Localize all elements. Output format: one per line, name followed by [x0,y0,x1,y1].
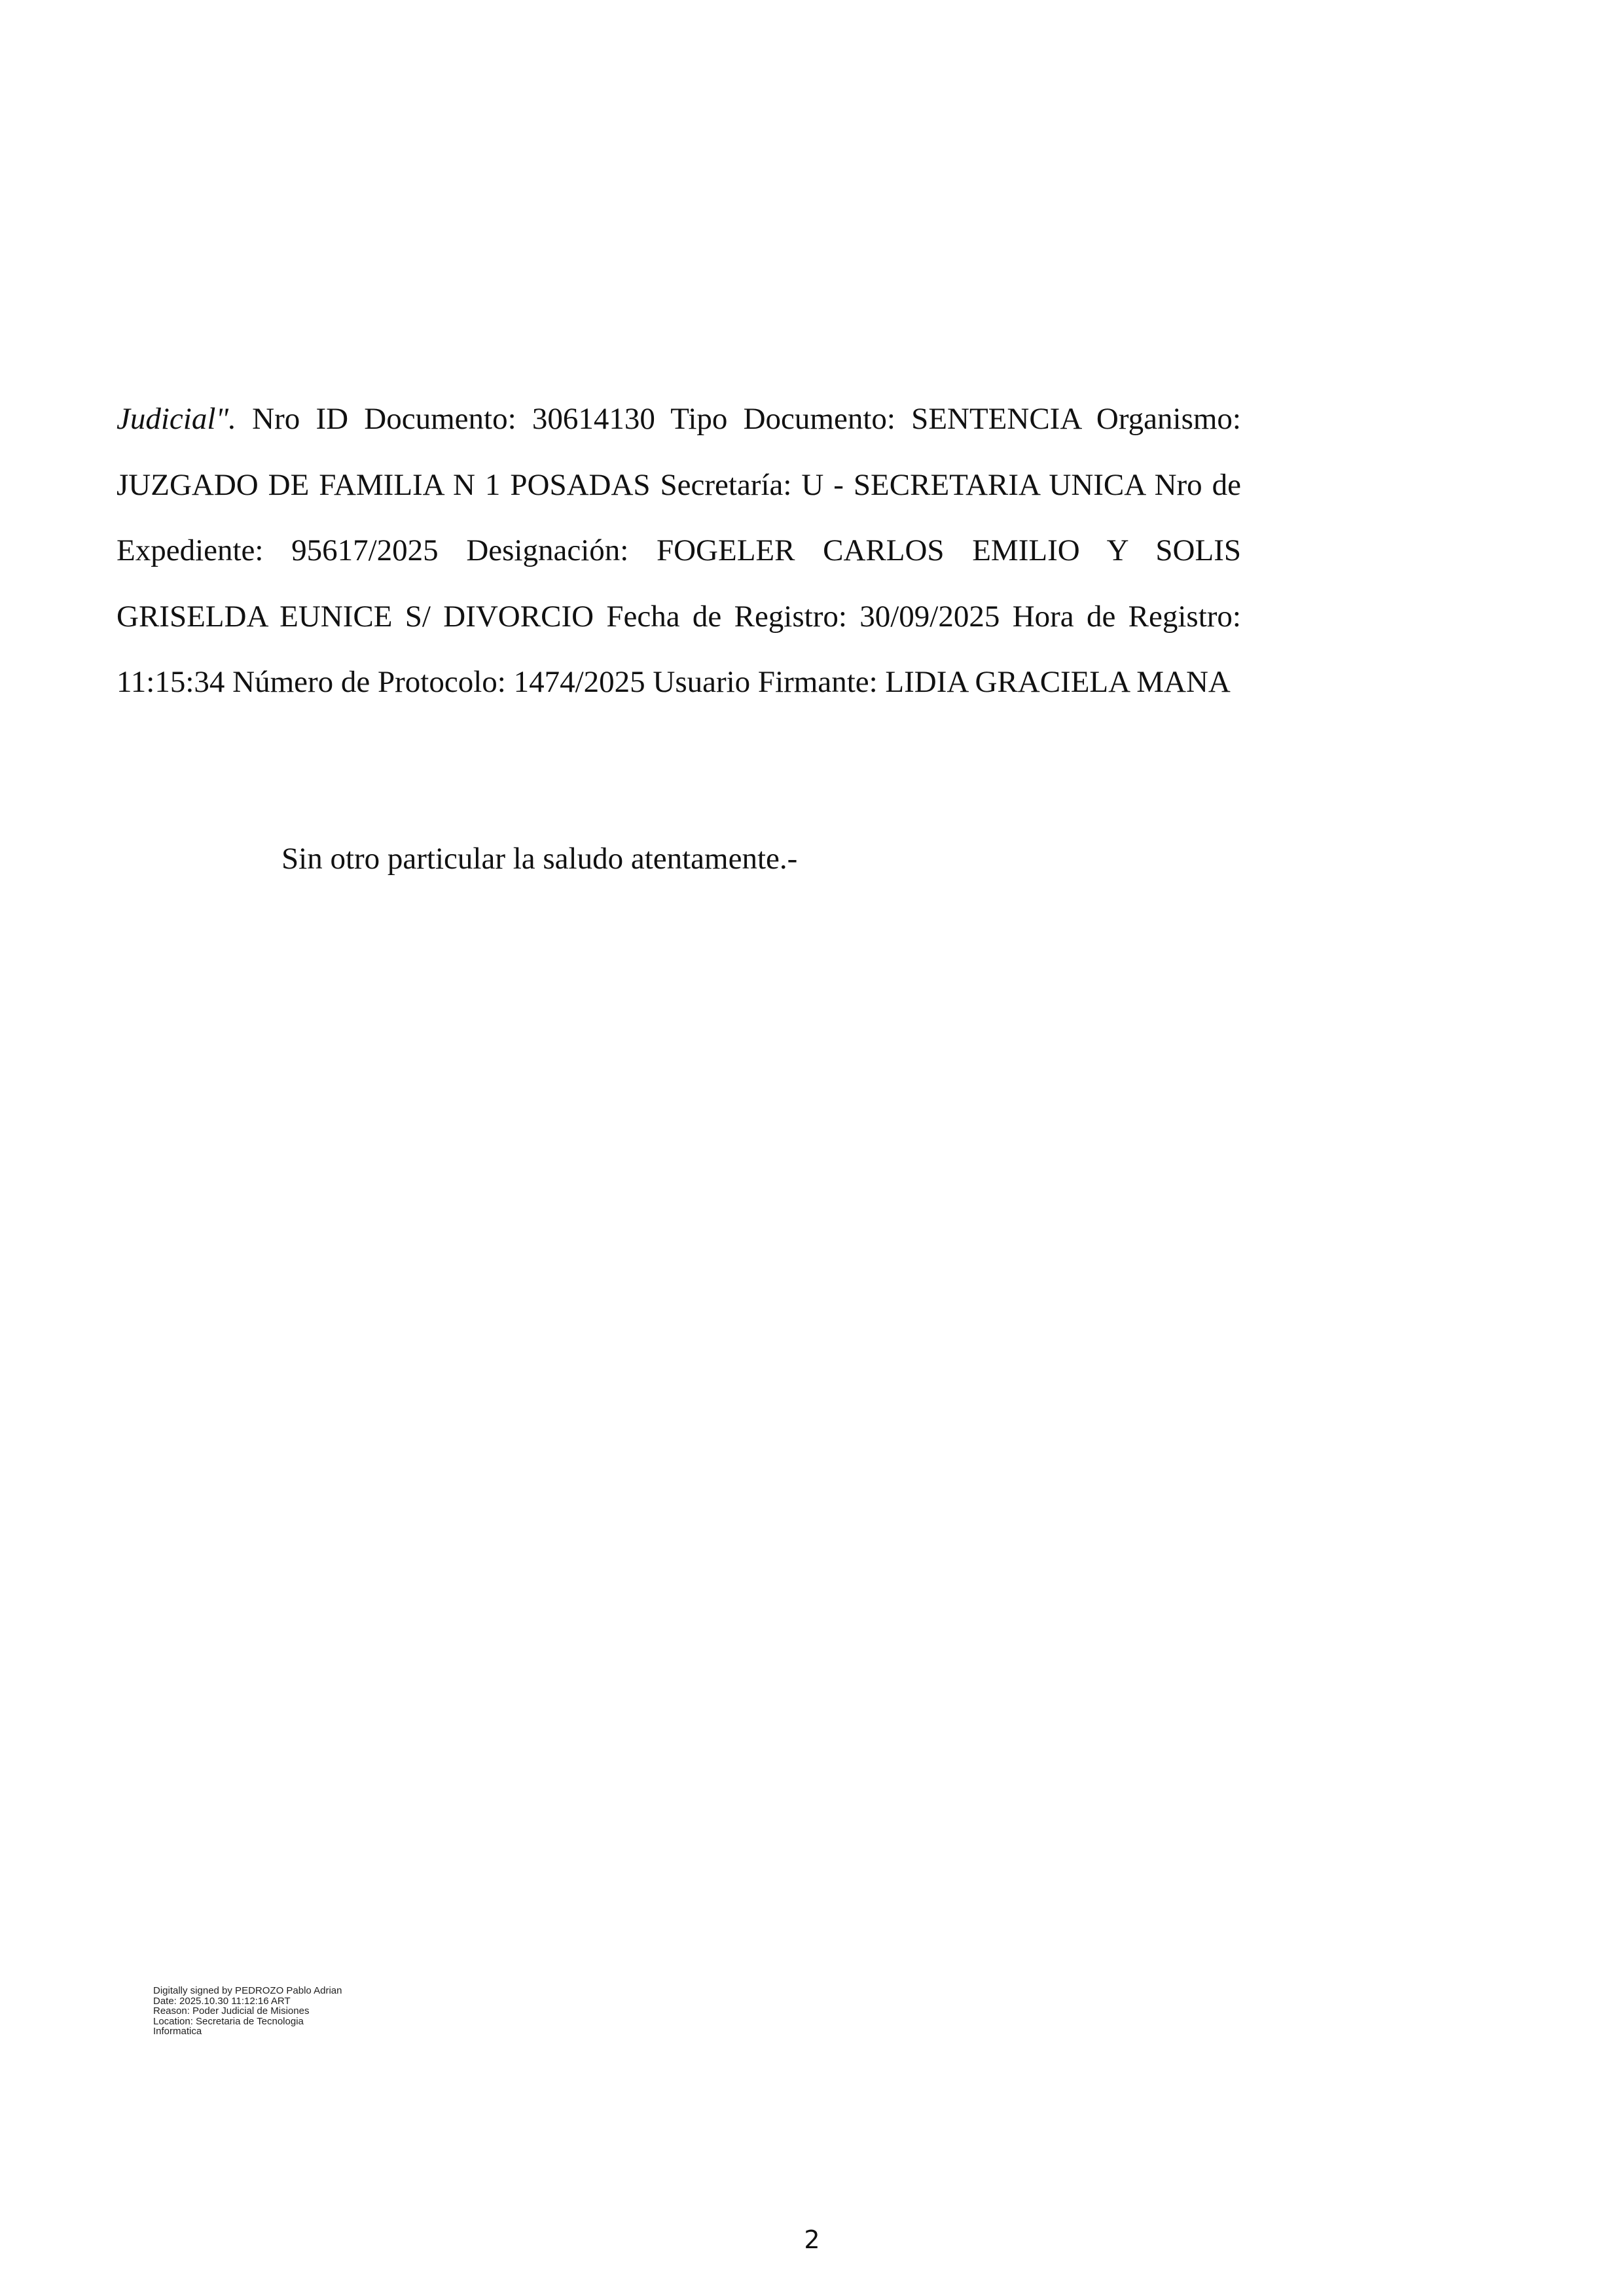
signature-location-cont: Informatica [153,2026,202,2037]
digital-signature-stamp [153,1986,342,2037]
signature-reason: Reason: Poder Judicial de Misiones [153,2005,310,2017]
page-number: 2 [804,2225,820,2254]
closing-line: Sin otro particular la saludo atentamente.- [281,842,798,876]
signature-signer: Digitally signed by PEDROZO Pablo Adrian [153,1985,342,1996]
signature-date: Date: 2025.10.30 11:12:16 ART [153,1995,291,2007]
body-paragraph [117,386,1241,715]
body-text: Nro ID Documento: 30614130 Tipo Documento: SENTENCIA Organismo: JUZGADO DE FAMILIA N 1 POSADAS Secretaría: U - SECRETARIA UNICA Nro de Expediente: 95617/2025 Designación: FOGELER CARLOS EMILIO Y SOLIS GRISELDA EUNICE S/ DIVORCIO Fecha de Registro: 30/09/2025 Hora de Registro: 11:15:34 Número de Protocolo: 1474/2025 Usuario Firmante: LIDIA GRACIELA MANA [117,402,1241,699]
body-intro-italic: Judicial". [117,402,236,436]
signature-location: Location: Secretaria de Tecnologia [153,2015,304,2027]
